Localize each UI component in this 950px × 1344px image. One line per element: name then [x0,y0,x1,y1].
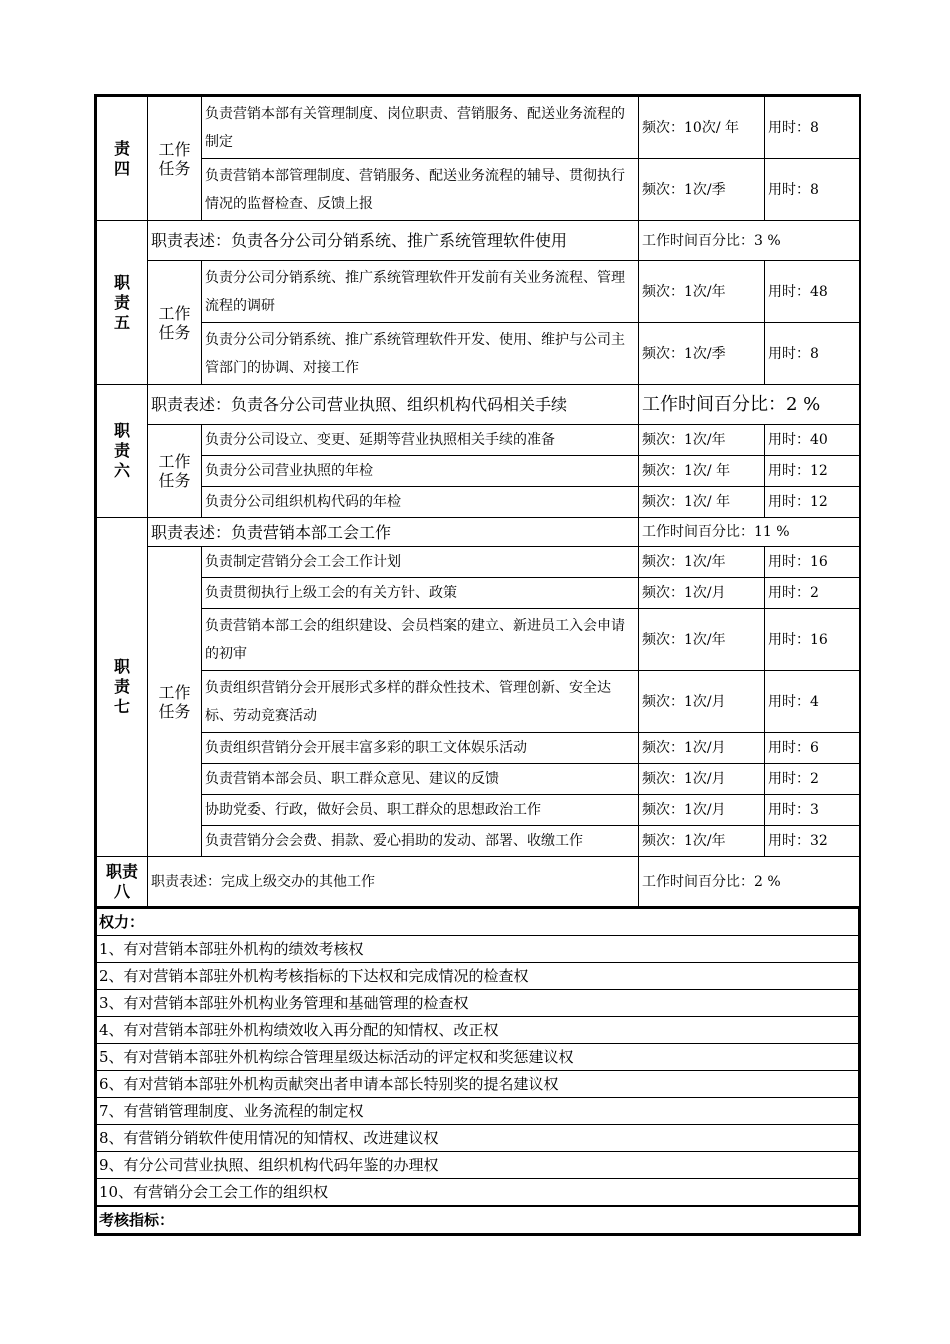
task-text: 负责分公司分销系统、推广系统管理软件开发、使用、维护与公司主管部门的协调、对接工作 [202,323,639,385]
duty-7-name: 职 责 七 [97,518,148,857]
task-frequency: 频次：1次/年 [639,609,765,671]
task-text: 负责营销分会会费、捐款、爱心捐助的发动、部署、收缴工作 [202,826,639,857]
duty-table [96,96,860,907]
table-row [97,456,860,487]
job-description-sheet [94,94,861,1236]
table-row [97,826,860,857]
task-time: 用时：6 [765,733,860,764]
list-item [97,1071,859,1098]
table-row [97,97,860,159]
task-time: 用时：8 [765,159,860,221]
kpi-header [97,1206,859,1234]
table-row [97,385,860,425]
right-item: 3、有对营销本部驻外机构业务管理和基础管理的检查权 [97,990,859,1017]
task-text: 负责贯彻执行上级工会的有关方针、政策 [202,578,639,609]
table-row [97,159,860,221]
task-frequency: 频次：1次/ 年 [639,487,765,518]
task-time: 用时：8 [765,97,860,159]
table-row [97,487,860,518]
duty-5-name: 职 责 五 [97,221,148,385]
task-text: 负责组织营销分会开展形式多样的群众性技术、管理创新、安全达标、劳动竞赛活动 [202,671,639,733]
table-row [97,1206,859,1234]
duty-7-statement: 职责表述：负责营销本部工会工作 [148,518,639,547]
table-row [97,795,860,826]
duty-7-task-label: 工作 任务 [148,547,202,857]
duty-5-task-label: 工作 任务 [148,261,202,385]
task-frequency: 频次：1次/月 [639,795,765,826]
task-frequency: 频次：1次/季 [639,159,765,221]
task-time: 用时：32 [765,826,860,857]
task-frequency: 频次：1次/年 [639,826,765,857]
duty-5-percent: 工作时间百分比：3 % [639,221,860,261]
task-time: 用时：16 [765,547,860,578]
task-text: 负责营销本部会员、职工群众意见、建议的反馈 [202,764,639,795]
task-time: 用时：12 [765,456,860,487]
duty-6-name: 职 责 六 [97,385,148,518]
list-item [97,1017,859,1044]
table-row [97,609,860,671]
task-frequency: 频次：1次/月 [639,764,765,795]
table-row [97,908,859,936]
task-frequency: 频次：1次/月 [639,733,765,764]
rights-title: 权力： [99,913,145,931]
table-row [97,425,860,456]
task-frequency: 频次：1次/季 [639,323,765,385]
duty-7-percent: 工作时间百分比：11 % [639,518,860,547]
rights-table [96,907,859,1234]
task-frequency: 频次：1次/月 [639,578,765,609]
list-item [97,1152,859,1179]
task-frequency: 频次：1次/年 [639,425,765,456]
task-text: 负责营销本部有关管理制度、岗位职责、营销服务、配送业务流程的制定 [202,97,639,159]
task-frequency: 频次：10次/ 年 [639,97,765,159]
right-item: 1、有对营销本部驻外机构的绩效考核权 [97,936,859,963]
task-frequency: 频次：1次/月 [639,671,765,733]
task-time: 用时：48 [765,261,860,323]
task-text: 负责分公司设立、变更、延期等营业执照相关手续的准备 [202,425,639,456]
task-time: 用时：4 [765,671,860,733]
task-frequency: 频次：1次/ 年 [639,456,765,487]
task-text: 协助党委、行政，做好会员、职工群众的思想政治工作 [202,795,639,826]
kpi-title: 考核指标： [99,1211,175,1229]
task-time: 用时：2 [765,764,860,795]
duty-5-statement: 职责表述：负责各分公司分销系统、推广系统管理软件使用 [148,221,639,261]
duty-8-statement: 职责表述：完成上级交办的其他工作 [148,857,639,907]
duty-6-statement: 职责表述：负责各分公司营业执照、组织机构代码相关手续 [148,385,639,425]
table-row [97,764,860,795]
table-row [97,547,860,578]
table-row [97,261,860,323]
task-time: 用时：2 [765,578,860,609]
list-item [97,1179,859,1207]
task-frequency: 频次：1次/年 [639,547,765,578]
table-row [97,323,860,385]
list-item [97,1125,859,1152]
task-time: 用时：40 [765,425,860,456]
duty-6-task-label: 工作 任务 [148,425,202,518]
right-item: 8、有营销分销软件使用情况的知情权、改进建议权 [97,1125,859,1152]
task-text: 负责分公司分销系统、推广系统管理软件开发前有关业务流程、管理流程的调研 [202,261,639,323]
duty-4-task-label: 工作 任务 [148,97,202,221]
task-text: 负责组织营销分会开展丰富多彩的职工文体娱乐活动 [202,733,639,764]
right-item: 7、有营销管理制度、业务流程的制定权 [97,1098,859,1125]
table-row [97,671,860,733]
task-time: 用时：8 [765,323,860,385]
task-time: 用时：16 [765,609,860,671]
duty-4-name: 责 四 [97,97,148,221]
list-item [97,936,859,963]
duty-8-name: 职责 八 [97,857,148,907]
table-row [97,221,860,261]
task-frequency: 频次：1次/年 [639,261,765,323]
task-time: 用时：3 [765,795,860,826]
right-item: 9、有分公司营业执照、组织机构代码年鉴的办理权 [97,1152,859,1179]
table-row [97,578,860,609]
list-item [97,1098,859,1125]
right-item: 4、有对营销本部驻外机构绩效收入再分配的知情权、改正权 [97,1017,859,1044]
task-text: 负责制定营销分会工会工作计划 [202,547,639,578]
right-item: 2、有对营销本部驻外机构考核指标的下达权和完成情况的检查权 [97,963,859,990]
task-text: 负责分公司组织机构代码的年检 [202,487,639,518]
table-row [97,733,860,764]
rights-header [97,908,859,936]
right-item: 10、有营销分会工会工作的组织权 [97,1179,859,1207]
table-row [97,857,860,907]
task-time: 用时：12 [765,487,860,518]
duty-6-percent: 工作时间百分比：2 % [639,385,860,425]
duty-8-percent: 工作时间百分比：2 % [639,857,860,907]
right-item: 6、有对营销本部驻外机构贡献突出者申请本部长特别奖的提名建议权 [97,1071,859,1098]
list-item [97,963,859,990]
task-text: 负责营销本部管理制度、营销服务、配送业务流程的辅导、贯彻执行情况的监督检查、反馈上报 [202,159,639,221]
right-item: 5、有对营销本部驻外机构综合管理星级达标活动的评定权和奖惩建议权 [97,1044,859,1071]
task-text: 负责营销本部工会的组织建设、会员档案的建立、新进员工入会申请的初审 [202,609,639,671]
list-item [97,990,859,1017]
list-item [97,1044,859,1071]
task-text: 负责分公司营业执照的年检 [202,456,639,487]
table-row [97,518,860,547]
